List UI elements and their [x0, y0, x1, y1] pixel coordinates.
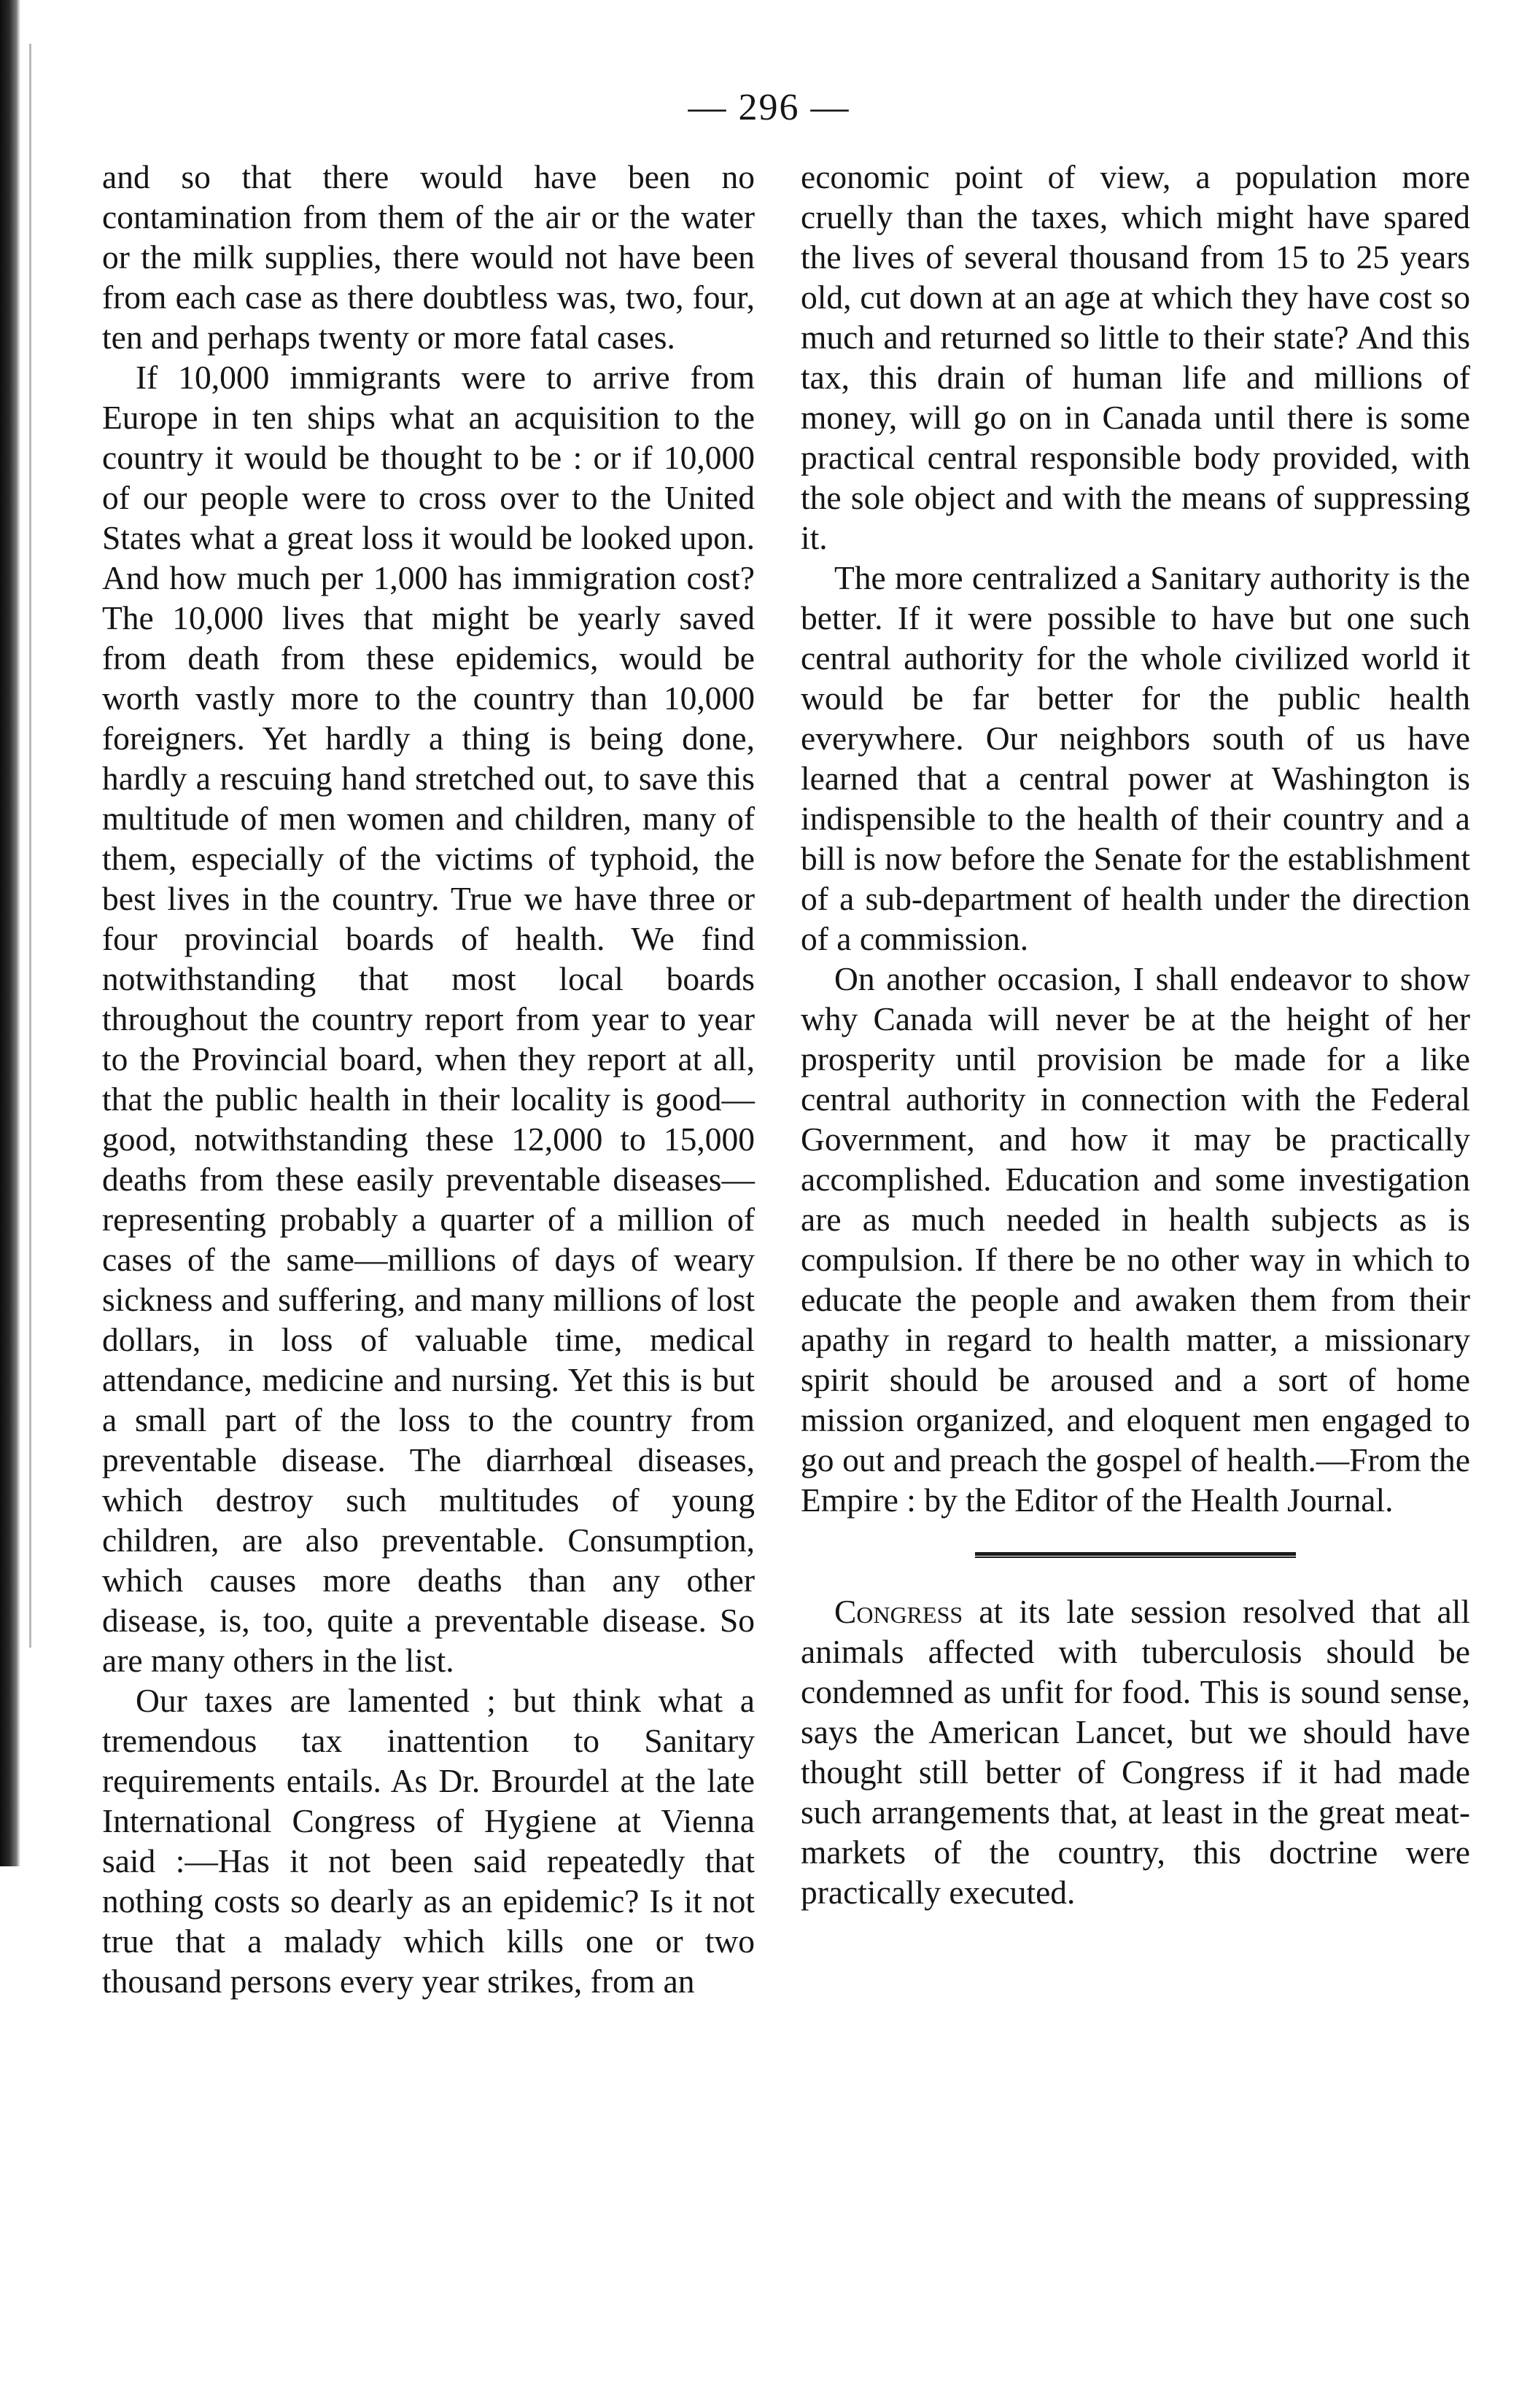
left-paragraph-3: Our taxes are lamented ; but think what a tremendous tax inattention to Sanitary requirements entails. As Dr. Brourdel at the late International Congress of Hygiene at Vienna said :—Has it not been said repeatedly that nothing costs so dearly as an epidemic? Is it not true that a malady which kills one or two thousand persons every year strikes, from an [102, 1682, 755, 2000]
lead-word: Congress [834, 1593, 963, 1630]
left-paragraph-2: If 10,000 immigrants were to arrive from Europe in ten ships what an acquisition to the country it would be thought to be : or if 10,000 of our people were to cross over to the United States what a great loss it would be looked upon. And how much per 1,000 has immigration cost? The 10,000 lives that might be yearly saved from death from these epidemics, would be worth vastly more to the country than 10,000 foreigners. Yet hardly a thing is being done, hardly a rescuing hand stretched out, to save this multitude of men women and children, many of them, especially of the victims of typhoid, the best lives in the country. True we have three or four provincial boards of health. We find notwithstanding that most local boards throughout the country report from year to year to the Provincial board, when they report at all, that the public health in their locality is good—good, notwithstanding these 12,000 to 15,000 deaths from these easily preventable diseases—representing probably a quarter of a million of cases of the same—millions of days of weary sickness and suffering, and many millions of lost dollars, in loss of valuable time, medical attendance, medicine and nursing. Yet this is but a small part of the loss to the country from preventable disease. The diarrhœal diseases, which destroy such multitudes of young children, are also preventable. Consumption, which causes more deaths than any other disease, is, too, quite a preventable disease. So are many others in the list. [102, 359, 755, 1679]
scan-binding-edge [0, 0, 20, 1866]
right-paragraph-4 [801, 1591, 1470, 1912]
right-paragraph-4-body: at its late session resolved that all animals affected with tuberculosis should be condemned as unfit for food. This is sound sense, says the American Lancet, but we should have thought still better of Congress if it had made such arrangements that, at least in the great meat-markets of the country, this doctrine were practically executed. [801, 1593, 1470, 1911]
left-paragraph-1: and so that there would have been no contamination from them of the air or the water or the milk supplies, there would not have been from each case as there doubtless was, two, four, ten and perhaps twenty or more fatal cases. [102, 158, 755, 356]
right-paragraph-3: On another occasion, I shall endeavor to show why Canada will never be at the height of her prosperity until provision be made for a like central authority in connection with the Federal Government, and how it may be practically accomplished. Education and some investigation are as much needed in health subjects as is compulsion. If there be no other way in which to educate the people and awaken them from their apathy in regard to health matter, a missionary spirit should be aroused and a sort of home mission organized, and eloquent men engaged to go out and preach the gospel of health.—From the Empire : by the Editor of the Health Journal. [801, 960, 1470, 1519]
page-number: — 296 — [688, 87, 850, 128]
left-column [102, 157, 755, 2001]
scan-margin-line [29, 44, 31, 1648]
right-paragraph-2: The more centralized a Sanitary authority is the better. If it were possible to have but one such central authority for the whole civilized world it would be far better for the public health everywhere. Our neighbors south of us have learned that a central power at Washington is indispensible to the health of their country and a bill is now before the Senate for the establishment of a sub-department of health under the direction of a commission. [801, 559, 1470, 957]
right-paragraph-1: economic point of view, a population more cruelly than the taxes, which might have spared the lives of several thousand from 15 to 25 years old, cut down at an age at which they have cost so much and returned so little to their state? And this tax, this drain of human life and millions of money, will go on in Canada until there is some practical central responsible body provided, with the sole object and with the means of suppressing it. [801, 158, 1470, 556]
right-column [801, 157, 1470, 1912]
section-divider [975, 1552, 1296, 1558]
